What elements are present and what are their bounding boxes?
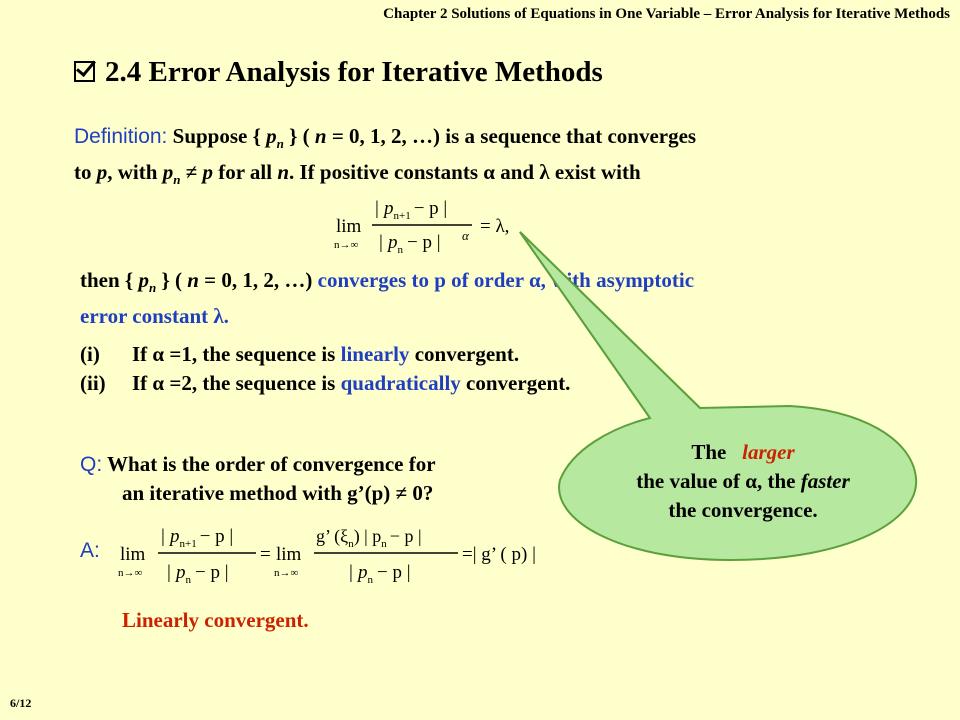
title-text: 2.4 Error Analysis for Iterative Methods <box>105 56 603 88</box>
denominator: | $p_n - p$ | <box>378 232 441 256</box>
lim-text: lim <box>336 216 362 237</box>
lim-subscript: n→∞ <box>334 239 359 251</box>
svg-text:n→∞: n→∞ <box>118 567 143 579</box>
callout-text: The larger the value of α, the faster the convergence. <box>636 440 850 522</box>
svg-text:| pn− p |: | $p_n - p$ | <box>348 562 411 586</box>
case-item: (ii) If α =2, the sequence is quadratically convergent. <box>80 371 571 395</box>
answer-formula <box>118 518 578 593</box>
definition-line-1: Definition: Suppose { $p_n$ } ( n = 0, 1, 2, …) is a sequence that converges <box>74 124 697 152</box>
answer-label-wrap <box>80 536 100 565</box>
alpha-exponent: α <box>462 228 469 243</box>
then-line-1: then { $p_n$ } ( n = 0, 1, 2, …) converges to p of order α, with asymptotic <box>80 268 695 296</box>
answer-result: Linearly convergent. <box>122 608 309 632</box>
page-number: 6/12 <box>10 696 32 710</box>
definition-label: Definition: <box>74 125 168 148</box>
svg-text:n→∞: n→∞ <box>274 567 299 579</box>
formula-rhs: = λ, <box>480 216 510 237</box>
svg-text:=: = <box>260 544 271 565</box>
converges-phrase: converges to p of order α, with asymptotic <box>317 268 695 292</box>
larger-word: larger <box>742 440 795 464</box>
case-item: (i) If α =1, the sequence is linearly convergent. <box>80 342 520 366</box>
answer-label: A: <box>80 539 100 562</box>
question: Q: What is the order of convergence for an iterative method with g’(p) ≠ 0? <box>80 452 436 505</box>
faster-word: faster <box>800 469 850 493</box>
chapter-header: Chapter 2 Solutions of Equations in One Variable – Error Analysis for Iterative Methods <box>383 6 950 22</box>
svg-text:| pn+1− p |: | $p_{n+1} - p$ | <box>160 526 234 550</box>
svg-text:=| g’ ( p) |: =| g’ ( p) | <box>462 544 536 565</box>
svg-text:g’ (ξn) | pn− p |: g’ $(\xi_n)$ | $p_n - p$ | <box>316 526 422 550</box>
definition-line-2: to p, with $p_n \ne p$ for all n. If positive constants α and λ exist with <box>74 160 641 188</box>
answer-formula-svg <box>118 518 578 588</box>
svg-text:lim: lim <box>120 544 146 565</box>
then-line-2: error constant λ. <box>80 304 229 329</box>
svg-text:lim: lim <box>276 544 302 565</box>
svg-text:| pn− p |: | $p_n - p$ | <box>166 562 229 586</box>
question-label: Q: <box>80 453 103 476</box>
numerator: | $p_{n+1} - p$ | <box>374 198 448 222</box>
